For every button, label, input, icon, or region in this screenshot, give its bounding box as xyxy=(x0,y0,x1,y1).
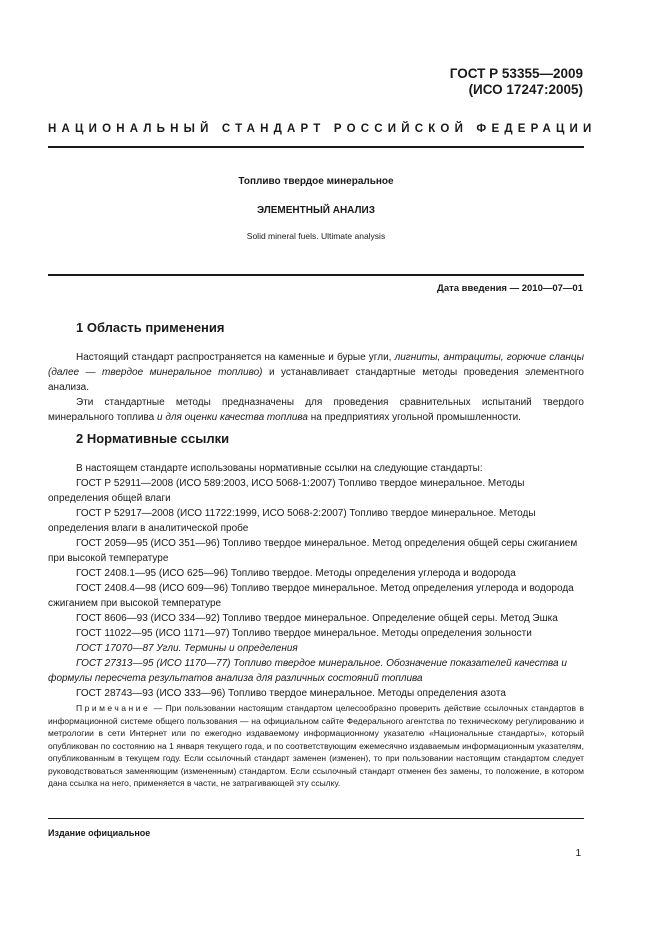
note-text: — При пользовании настоящим стандартом целесообразно проверить действие ссылочных стандартов в информационной системе общего пользования — на официальном сайте Федерального агентства по техническому регулированию и метрологии в сети Интернет или по ежегодно издаваемому информационному указателю «Национальные стандарты», который опубликован по состоянию на 1 января текущего года, и по соответствующим ежемесячно издаваемым информационным указателям, опубликованным в текущем году. Если ссылочный стандарт заменен (изменен), то при пользовании настоящим стандартом следует руководствоваться заменяющим (измененным) стандартом. Если ссылочный стандарт отменен без замены, то положение, в котором дана ссылка на него, применяется в части, не затрагивающей эту ссылку. xyxy=(48,703,584,788)
scope-paragraph-2 xyxy=(48,395,584,425)
scope-p2-text-a: Эти стандартные методы предназначены для проведения сравнительных испытаний твердого минерального топлива xyxy=(48,397,584,423)
reference-item: ГОСТ 28743—93 (ИСО 333—96) Топливо твердое минеральное. Методы определения азота xyxy=(76,688,506,699)
scope-p2-text-c: на предприятиях угольной промышленности. xyxy=(307,412,521,423)
reference-item: ГОСТ 2059—95 (ИСО 351—96) Топливо твердое минеральное. Метод определения общей серы сжиганием при высокой температуре xyxy=(48,538,578,564)
standard-code: ГОСТ Р 53355—2009 xyxy=(449,66,583,81)
standard-designation xyxy=(450,66,583,98)
reference-item: ГОСТ Р 52911—2008 (ИСО 589:2003, ИСО 5068-1:2007) Топливо твердое минеральное. Методы определения общей влаги xyxy=(48,478,525,504)
title-english: Solid mineral fuels. Ultimate analysis xyxy=(246,231,386,241)
reference-item: ГОСТ 11022—95 (ИСО 1171—97) Топливо твердое минеральное. Методы определения зольности xyxy=(76,628,532,639)
reference-item: ГОСТ Р 52917—2008 (ИСО 11722:1999, ИСО 5068-2:2007) Топливо твердое минеральное. Методы определения влаги в аналитической пробе xyxy=(48,508,536,534)
iso-code: (ИСО 17247:2005) xyxy=(468,82,583,97)
reference-item: ГОСТ 2408.1—95 (ИСО 625—96) Топливо твердое. Методы определения углерода и водорода xyxy=(76,568,516,579)
scope-p1-text-a: Настоящий стандарт распространяется на каменные и бурые угли, xyxy=(76,352,395,363)
introduction-date: Дата введения — 2010—07—01 xyxy=(437,283,583,294)
title-main: ЭЛЕМЕНТНЫЙ АНАЛИЗ xyxy=(257,205,375,216)
scope-p1-italic: лигниты, антрациты, горючие сланцы (далее — твердое минеральное топливо) xyxy=(48,352,585,378)
edition-label: Издание официальное xyxy=(48,828,151,838)
scope-paragraph-1 xyxy=(48,350,584,395)
section-2-body xyxy=(48,461,584,701)
reference-item-italic: ГОСТ 17070—87 Угли. Термины и определения xyxy=(76,643,298,654)
title-divider xyxy=(48,274,584,276)
references-intro: В настоящем стандарте использованы нормативные ссылки на следующие стандарты: xyxy=(76,463,483,474)
header-divider xyxy=(48,146,584,148)
scope-p1-text-c: и устанавливает стандартные методы проведения элементного анализа. xyxy=(48,367,584,393)
section-2-heading: 2 Нормативные ссылки xyxy=(76,431,230,446)
section-1-heading: 1 Область применения xyxy=(76,320,225,335)
reference-item-italic: ГОСТ 27313—95 (ИСО 1170—77) Топливо твердое минеральное. Обозначение показателей качества и формулы пересчета результатов анализа для различных состояний топлива xyxy=(48,658,567,684)
reference-item: ГОСТ 2408.4—98 (ИСО 609—96) Топливо твердое минеральное. Метод определения углерода и водорода сжиганием при высокой температуре xyxy=(48,583,574,609)
page-number: 1 xyxy=(575,848,581,859)
title-subject: Топливо твердое минеральное xyxy=(238,176,394,187)
note-paragraph xyxy=(48,702,584,790)
section-1-body xyxy=(48,350,584,425)
reference-item: ГОСТ 8606—93 (ИСО 334—92) Топливо твердое минеральное. Определение общей серы. Метод Эшка xyxy=(76,613,558,624)
footer-divider xyxy=(48,818,584,819)
note-label: Примечание xyxy=(76,703,151,713)
scope-p2-italic: и для оценки качества топлива xyxy=(156,412,308,423)
national-standard-banner: НАЦИОНАЛЬНЫЙ СТАНДАРТ РОССИЙСКОЙ ФЕДЕРАЦИИ xyxy=(48,123,597,135)
note-block xyxy=(48,702,584,790)
